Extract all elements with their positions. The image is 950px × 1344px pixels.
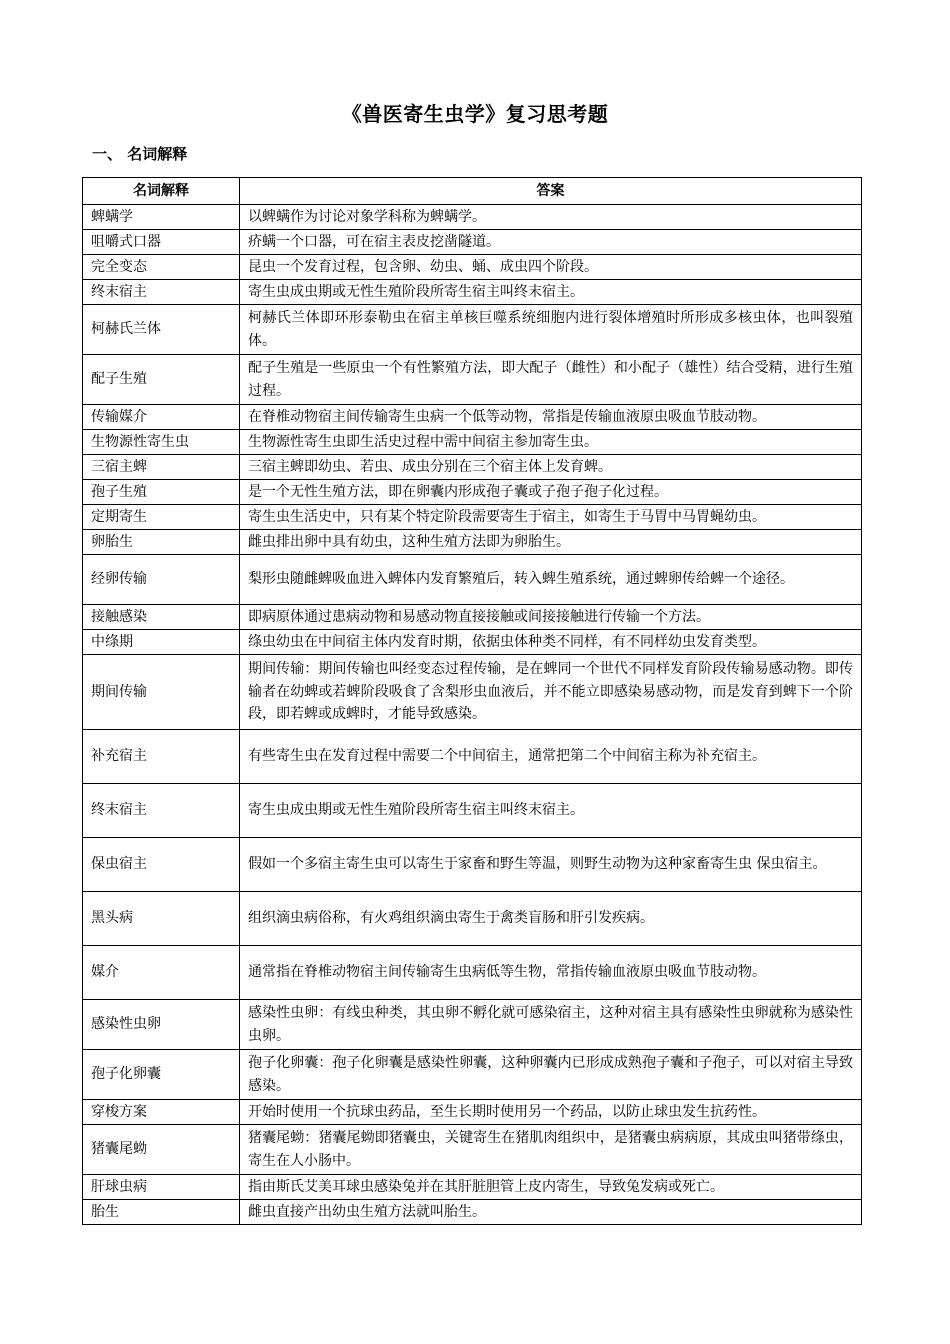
term-cell: 保虫宿主 (83, 838, 240, 892)
term-cell: 定期寄生 (83, 505, 240, 530)
document-title: 《兽医寄生虫学》复习思考题 (341, 102, 609, 126)
answer-cell: 指由斯氏艾美耳球虫感染兔并在其肝脏胆管上皮内寄生，导致兔发病或死亡。 (240, 1175, 862, 1200)
table-row (83, 605, 862, 630)
term-cell: 生物源性寄生虫 (83, 430, 240, 455)
term-cell: 咀嚼式口器 (83, 230, 240, 255)
table-row (83, 946, 862, 1000)
table-header-row (83, 178, 862, 205)
answer-cell: 感染性虫卵：有线虫种类，其虫卵不孵化就可感染宿主，这种对宿主具有感染性虫卵就称为感染性虫卵。 (240, 1000, 862, 1050)
table-row (83, 480, 862, 505)
term-cell: 中绦期 (83, 630, 240, 655)
answer-cell: 疥螨一个口器，可在宿主表皮挖凿隧道。 (240, 230, 862, 255)
section-heading: 一、 名词解释 (92, 145, 188, 163)
table-row (83, 1200, 862, 1225)
term-cell: 传输媒介 (83, 405, 240, 430)
answer-cell: 开始时使用一个抗球虫药品，至生长期时使用另一个药品，以防止球虫发生抗药性。 (240, 1100, 862, 1125)
answer-cell: 组织滴虫病俗称，有火鸡组织滴虫寄生于禽类盲肠和肝引发疾病。 (240, 892, 862, 946)
term-cell: 穿梭方案 (83, 1100, 240, 1125)
table-row (83, 230, 862, 255)
table-row (83, 405, 862, 430)
term-cell: 补充宿主 (83, 730, 240, 784)
table-row (83, 305, 862, 355)
answer-cell: 雌虫排出卵中具有幼虫，这种生殖方法即为卵胎生。 (240, 530, 862, 555)
table-row (83, 1175, 862, 1200)
answer-cell: 三宿主蜱即幼虫、若虫、成虫分别在三个宿主体上发育蜱。 (240, 455, 862, 480)
term-cell: 终末宿主 (83, 280, 240, 305)
header-term: 名词解释 (83, 178, 240, 205)
term-cell: 接触感染 (83, 605, 240, 630)
table-row (83, 455, 862, 480)
table-row (83, 730, 862, 784)
term-cell: 柯赫氏兰体 (83, 305, 240, 355)
table-row (83, 1000, 862, 1050)
answer-cell: 绦虫幼虫在中间宿主体内发育时期，依据虫体种类不同样，有不同样幼虫发育类型。 (240, 630, 862, 655)
table-row (83, 205, 862, 230)
term-cell: 经卵传输 (83, 555, 240, 605)
table-row (83, 530, 862, 555)
answer-cell: 梨形虫随雌蜱吸血进入蜱体内发育繁殖后，转入蜱生殖系统，通过蜱卵传给蜱一个途径。 (240, 555, 862, 605)
answer-cell: 寄生虫生活史中，只有某个特定阶段需要寄生于宿主，如寄生于马胃中马胃蝇幼虫。 (240, 505, 862, 530)
answer-cell: 是一个无性生殖方法，即在卵囊内形成孢子囊或子孢子孢子化过程。 (240, 480, 862, 505)
term-cell: 蜱螨学 (83, 205, 240, 230)
answer-cell: 有些寄生虫在发育过程中需要二个中间宿主，通常把第二个中间宿主称为补充宿主。 (240, 730, 862, 784)
answer-cell: 雌虫直接产出幼虫生殖方法就叫胎生。 (240, 1200, 862, 1225)
answer-cell: 昆虫一个发育过程，包含卵、幼虫、蛹、成虫四个阶段。 (240, 255, 862, 280)
table-row (83, 1050, 862, 1100)
table-row (83, 430, 862, 455)
table-row (83, 838, 862, 892)
answer-cell: 寄生虫成虫期或无性生殖阶段所寄生宿主叫终末宿主。 (240, 784, 862, 838)
term-cell: 黑头病 (83, 892, 240, 946)
term-cell: 肝球虫病 (83, 1175, 240, 1200)
table-row (83, 892, 862, 946)
table-row (83, 555, 862, 605)
answer-cell: 生物源性寄生虫即生活史过程中需中间宿主参加寄生虫。 (240, 430, 862, 455)
table-row (83, 505, 862, 530)
table-row (83, 280, 862, 305)
table-row (83, 1125, 862, 1175)
term-cell: 配子生殖 (83, 355, 240, 405)
answer-cell: 猪囊尾蚴：猪囊尾蚴即猪囊虫，关键寄生在猪肌肉组织中，是猪囊虫病病原，其成虫叫猪带绦虫，寄生在人小肠中。 (240, 1125, 862, 1175)
term-cell: 孢子生殖 (83, 480, 240, 505)
answer-cell: 通常指在脊椎动物宿主间传输寄生虫病低等生物，常指传输血液原虫吸血节肢动物。 (240, 946, 862, 1000)
term-cell: 终末宿主 (83, 784, 240, 838)
answer-cell: 孢子化卵囊：孢子化卵囊是感染性卵囊，这种卵囊内已形成成熟孢子囊和子孢子，可以对宿主导致感染。 (240, 1050, 862, 1100)
answer-cell: 在脊椎动物宿主间传输寄生虫病一个低等动物，常指是传输血液原虫吸血节肢动物。 (240, 405, 862, 430)
answer-cell: 假如一个多宿主寄生虫可以寄生于家畜和野生等温，则野生动物为这种家畜寄生虫 保虫宿主。 (240, 838, 862, 892)
table-row (83, 355, 862, 405)
table-row (83, 255, 862, 280)
answer-cell: 期间传输：期间传输也叫经变态过程传输，是在蜱同一个世代不同样发育阶段传输易感动物。即传输者在幼蜱或若蜱阶段吸食了含梨形虫血液后，并不能立即感染易感动物，而是发育到蜱下一个阶段，即若蜱或成蜱时，才能导致感染。 (240, 655, 862, 730)
term-cell: 猪囊尾蚴 (83, 1125, 240, 1175)
answer-cell: 以蜱螨作为讨论对象学科称为蜱螨学。 (240, 205, 862, 230)
answer-cell: 配子生殖是一些原虫一个有性繁殖方法，即大配子（雌性）和小配子（雄性）结合受精，进行生殖过程。 (240, 355, 862, 405)
answer-cell: 即病原体通过患病动物和易感动物直接接触或间接接触进行传输一个方法。 (240, 605, 862, 630)
term-cell: 胎生 (83, 1200, 240, 1225)
answer-cell: 寄生虫成虫期或无性生殖阶段所寄生宿主叫终末宿主。 (240, 280, 862, 305)
table-row (83, 784, 862, 838)
header-answer: 答案 (240, 178, 862, 205)
glossary-table (82, 177, 862, 1225)
term-cell: 感染性虫卵 (83, 1000, 240, 1050)
term-cell: 完全变态 (83, 255, 240, 280)
table-row (83, 1100, 862, 1125)
table-row (83, 630, 862, 655)
term-cell: 孢子化卵囊 (83, 1050, 240, 1100)
answer-cell: 柯赫氏兰体即环形泰勒虫在宿主单核巨噬系统细胞内进行裂体增殖时所形成多核虫体，也叫裂殖体。 (240, 305, 862, 355)
term-cell: 三宿主蜱 (83, 455, 240, 480)
term-cell: 媒介 (83, 946, 240, 1000)
term-cell: 卵胎生 (83, 530, 240, 555)
table-row (83, 655, 862, 730)
term-cell: 期间传输 (83, 655, 240, 730)
